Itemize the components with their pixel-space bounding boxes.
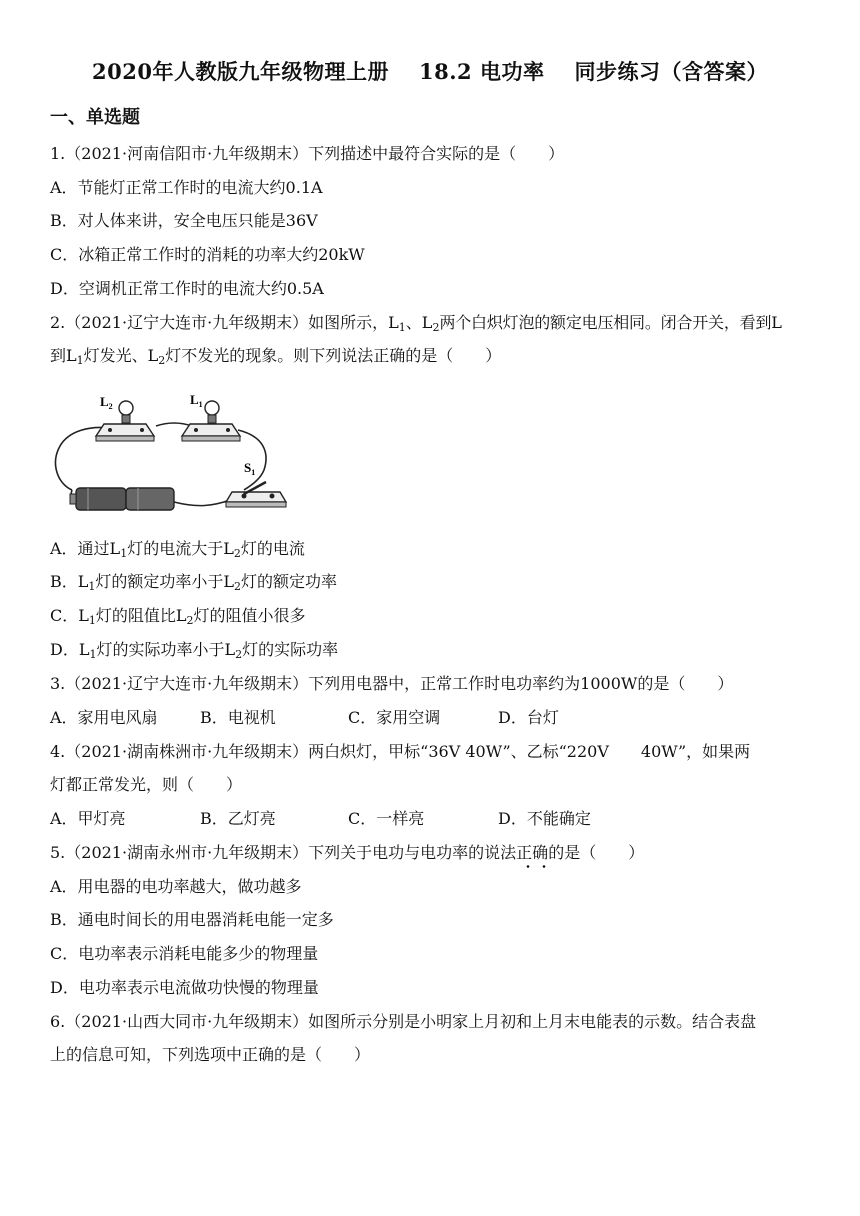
q2-stem-line-1 bbox=[50, 311, 782, 335]
label-S1: $S_1$ bbox=[244, 460, 256, 477]
q2-sub: 2 bbox=[233, 547, 241, 560]
q2-b-text: 灯的额定功率小于L bbox=[95, 572, 235, 591]
q3-option-c: C．家用空调 bbox=[348, 708, 441, 727]
q2-stem-line-2 bbox=[50, 344, 501, 368]
q5-option-d: D．电功率表示电流做功快慢的物理量 bbox=[50, 978, 319, 997]
q2-c-text: 灯的阻值比L bbox=[95, 606, 187, 625]
q2-sub: 1 bbox=[120, 547, 128, 560]
q1-option-a: A．节能灯正常工作时的电流大约0.1A bbox=[50, 178, 323, 197]
q4-option-c: C．一样亮 bbox=[348, 809, 425, 828]
q3-option-a: A．家用电风扇 bbox=[50, 708, 158, 727]
q2-b-text: 灯的额定功率 bbox=[241, 572, 338, 591]
q2-stem-text: 两个白炽灯泡的额定电压相同。闭合开关，看到L bbox=[439, 313, 782, 332]
q2-a-text: 灯的电流 bbox=[240, 539, 305, 558]
q6-stem-line-1: 6.（2021·山西大同市·九年级期末）如图所示分别是小明家上月初和上月末电能表的示数。结合表盘 bbox=[50, 1012, 757, 1031]
q2-sub: 2 bbox=[235, 648, 243, 661]
q2-sub: 1 bbox=[76, 354, 84, 367]
q5-option-b: B．通电时间长的用电器消耗电能一定多 bbox=[50, 910, 334, 929]
q2-d-text: D．L bbox=[50, 640, 90, 659]
q2-option-a bbox=[50, 537, 305, 561]
q5-option-a: A．用电器的电功率越大，做功越多 bbox=[50, 877, 302, 896]
q3-stem: 3.（2021·辽宁大连市·九年级期末）下列用电器中，正常工作时电功率约为1000W的是（ ） bbox=[50, 674, 734, 693]
label-L2: $L_2$ bbox=[100, 394, 113, 411]
q2-option-c bbox=[50, 604, 306, 628]
q3-option-b: B．电视机 bbox=[200, 708, 276, 727]
q1-option-c: C．冰箱正常工作时的消耗的功率大约20kW bbox=[50, 245, 365, 264]
q2-stem-text: 2.（2021·辽宁大连市·九年级期末）如图所示，L bbox=[50, 313, 399, 332]
q3-option-d: D．台灯 bbox=[498, 708, 559, 727]
q3-options bbox=[50, 706, 559, 730]
q2-c-text: C．L bbox=[50, 606, 89, 625]
q4-option-b: B．乙灯亮 bbox=[200, 809, 276, 828]
title-part-2: 18.2 电功率 bbox=[418, 59, 545, 84]
q2-stem-text: 灯发光、L bbox=[83, 346, 159, 365]
q2-sub: 1 bbox=[88, 614, 96, 627]
q2-option-b bbox=[50, 570, 337, 594]
q2-a-text: A．通过L bbox=[50, 539, 121, 558]
q2-sub: 1 bbox=[398, 321, 406, 334]
title-part-1: 2020年人教版九年级物理上册 bbox=[92, 59, 389, 84]
q2-sub: 2 bbox=[186, 614, 194, 627]
q4-stem-line-2: 灯都正常发光，则（ ） bbox=[50, 775, 243, 794]
q2-a-text: 灯的电流大于L bbox=[127, 539, 234, 558]
q2-option-d bbox=[50, 638, 338, 662]
title-part-3: 同步练习（含答案） bbox=[574, 59, 768, 84]
q1-option-b: B．对人体来讲，安全电压只能是36V bbox=[50, 211, 318, 230]
q4-option-a: A．甲灯亮 bbox=[50, 809, 126, 828]
q2-c-text: 灯的阻值小很多 bbox=[193, 606, 306, 625]
q2-d-text: 灯的实际功率 bbox=[242, 640, 339, 659]
q5-stem bbox=[50, 841, 644, 865]
q6-stem-line-2: 上的信息可知，下列选项中正确的是（ ） bbox=[50, 1045, 371, 1064]
q5-emphasis: 正确 bbox=[516, 843, 549, 862]
q2-sub: 2 bbox=[234, 580, 242, 593]
q2-sub: 1 bbox=[88, 580, 96, 593]
q4-options bbox=[50, 807, 591, 831]
q5-option-c: C．电功率表示消耗电能多少的物理量 bbox=[50, 944, 319, 963]
q2-sub: 2 bbox=[432, 321, 440, 334]
q2-stem-text: 到L bbox=[50, 346, 77, 365]
q5-stem-text: 5.（2021·湖南永州市·九年级期末）下列关于电功与电功率的说法 bbox=[50, 843, 517, 862]
q1-stem: 1.（2021·河南信阳市·九年级期末）下列描述中最符合实际的是（ ） bbox=[50, 144, 565, 163]
q2-stem-text: 灯不发光的现象。则下列说法正确的是（ ） bbox=[165, 346, 502, 365]
q4-stem-line-1: 4.（2021·湖南株洲市·九年级期末）两白炽灯，甲标“36V 40W”、乙标“220V 40W”，如果两 bbox=[50, 742, 751, 761]
section-heading: 一、单选题 bbox=[50, 107, 140, 128]
q2-stem-text: 、L bbox=[405, 313, 433, 332]
q2-b-text: B．L bbox=[50, 572, 89, 591]
label-L1: $L_1$ bbox=[190, 392, 203, 409]
page-title bbox=[0, 56, 860, 86]
q2-sub: 2 bbox=[158, 354, 166, 367]
q1-option-d: D．空调机正常工作时的电流大约0.5A bbox=[50, 279, 324, 298]
q2-sub: 1 bbox=[89, 648, 97, 661]
q5-stem-text: 的是（ ） bbox=[548, 843, 645, 862]
q4-option-d: D．不能确定 bbox=[498, 809, 591, 828]
circuit-figure bbox=[48, 384, 298, 520]
q2-d-text: 灯的实际功率小于L bbox=[96, 640, 236, 659]
